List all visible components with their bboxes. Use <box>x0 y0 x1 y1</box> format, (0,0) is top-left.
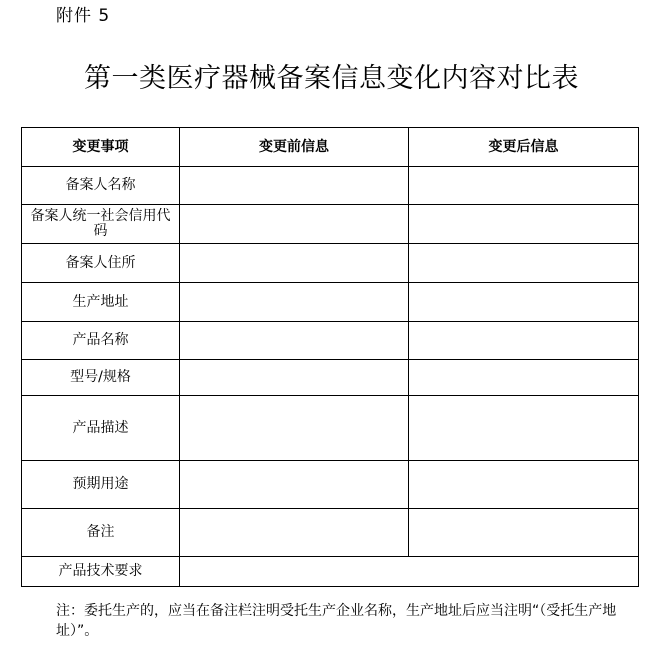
after-cell[interactable] <box>409 360 639 396</box>
table-row <box>22 396 639 461</box>
attachment-label: 附件 5 <box>56 6 111 26</box>
row-label-product-name: 产品名称 <box>22 322 180 360</box>
column-header-item: 变更事项 <box>22 128 180 167</box>
table-row <box>22 509 639 557</box>
table-row <box>22 283 639 322</box>
after-cell[interactable] <box>409 322 639 360</box>
comparison-table <box>21 127 639 587</box>
after-cell[interactable] <box>409 461 639 509</box>
after-cell[interactable] <box>409 509 639 557</box>
before-cell[interactable] <box>180 322 409 360</box>
document-title: 第一类医疗器械备案信息变化内容对比表 <box>84 63 579 94</box>
table-row <box>22 557 639 587</box>
row-label-intended-use: 预期用途 <box>22 461 180 509</box>
table-row <box>22 244 639 283</box>
after-cell[interactable] <box>409 205 639 244</box>
before-cell[interactable] <box>180 509 409 557</box>
technical-requirements-cell[interactable] <box>180 557 639 587</box>
table-row <box>22 360 639 396</box>
row-label-technical-requirements: 产品技术要求 <box>22 557 180 587</box>
after-cell[interactable] <box>409 396 639 461</box>
column-header-after: 变更后信息 <box>409 128 639 167</box>
before-cell[interactable] <box>180 205 409 244</box>
row-label-product-description: 产品描述 <box>22 396 180 461</box>
before-cell[interactable] <box>180 360 409 396</box>
footnote: 注：委托生产的，应当在备注栏注明受托生产企业名称，生产地址后应当注明“（受托生产地址）”。 <box>56 603 617 639</box>
column-header-before: 变更前信息 <box>180 128 409 167</box>
table-row <box>22 205 639 244</box>
row-label-model-spec: 型号/规格 <box>22 360 180 396</box>
row-label-production-address: 生产地址 <box>22 283 180 322</box>
table-row <box>22 461 639 509</box>
row-label-registrant-address: 备案人住所 <box>22 244 180 283</box>
before-cell[interactable] <box>180 167 409 205</box>
before-cell[interactable] <box>180 244 409 283</box>
before-cell[interactable] <box>180 283 409 322</box>
table-row <box>22 322 639 360</box>
after-cell[interactable] <box>409 244 639 283</box>
row-label-remarks: 备注 <box>22 509 180 557</box>
table-row <box>22 167 639 205</box>
after-cell[interactable] <box>409 283 639 322</box>
row-label-credit-code: 备案人统一社会信用代码 <box>22 205 180 244</box>
after-cell[interactable] <box>409 167 639 205</box>
table-header-row <box>22 128 639 167</box>
before-cell[interactable] <box>180 396 409 461</box>
row-label-registrant-name: 备案人名称 <box>22 167 180 205</box>
before-cell[interactable] <box>180 461 409 509</box>
